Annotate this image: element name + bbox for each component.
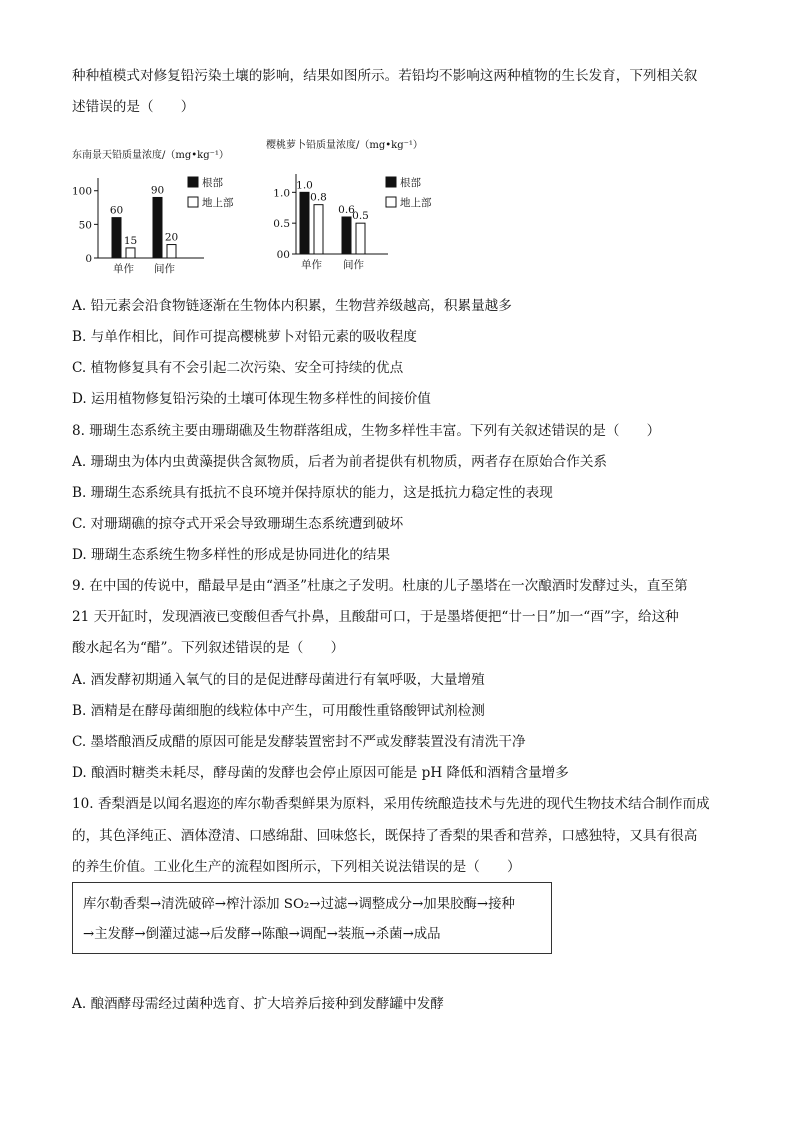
q8-option-b: B. 珊瑚生态系统具有抵抗不良环境并保持原状的能力，这是抵抗力稳定性的表现 bbox=[72, 485, 553, 501]
chart2-legend-label: 地上部 bbox=[400, 197, 432, 209]
process-flow-box bbox=[72, 882, 552, 954]
chart1-value-label: 20 bbox=[164, 231, 179, 244]
q8-option-c: C. 对珊瑚礁的掠夺式开采会导致珊瑚生态系统遭到破坏 bbox=[72, 516, 404, 532]
q9-stem-line-2: 21 天开缸时，发现酒液已变酸但香气扑鼻，且酸甜可口，于是墨塔便把“廿一日”加一“酉”字，给这种 bbox=[72, 609, 679, 625]
chart1-y-tick-label: 100 bbox=[71, 185, 92, 198]
chart1-bar-root-2 bbox=[153, 197, 162, 258]
q8-option-a: A. 珊瑚虫为体内虫黄藻提供含氮物质，后者为前者提供有机物质，两者存在原始合作关系 bbox=[72, 454, 608, 470]
chart1-y-tick-label: 0 bbox=[85, 253, 92, 265]
chart2-title: 樱桃萝卜铅质量浓度/（mg•kg⁻¹） bbox=[266, 140, 423, 151]
chart2-y-tick-label: 0.5 bbox=[273, 218, 290, 231]
q10-stem-line-3: 的养生价值。工业化生产的流程如图所示，下列相关说法错误的是（ ） bbox=[72, 859, 521, 875]
q10-option-a: A. 酿酒酵母需经过菌种选育、扩大培养后接种到发酵罐中发酵 bbox=[72, 996, 444, 1012]
chart1-legend-swatch-root bbox=[188, 177, 198, 187]
charts-svg bbox=[70, 134, 490, 284]
chart1-legend-label: 地上部 bbox=[202, 197, 234, 209]
chart2-value-label: 0.5 bbox=[352, 210, 369, 223]
q10-stem-line-1: 10. 香梨酒是以闻名遐迩的库尔勒香梨鲜果为原料，采用传统酿造技术与先进的现代生物技术结合制作而成 bbox=[72, 796, 710, 812]
chart2-bar-root-2 bbox=[342, 217, 351, 254]
q7-option-b: B. 与单作相比，间作可提高樱桃萝卜对铅元素的吸收程度 bbox=[72, 329, 417, 345]
chart2-bar-root-1 bbox=[300, 192, 309, 254]
chart1-title: 东南景天铅质量浓度/（mg•kg⁻¹） bbox=[72, 150, 229, 161]
chart2-bar-shoot-2 bbox=[356, 223, 365, 254]
q9-stem-line-1: 9. 在中国的传说中，醋最早是由“酒圣”杜康之子发明。杜康的儿子墨塔在一次酿酒时发酵过头，直至第 bbox=[72, 578, 688, 594]
q8-option-d: D. 珊瑚生态系统生物多样性的形成是协同进化的结果 bbox=[72, 547, 391, 563]
chart2-value-label: 1.0 bbox=[296, 179, 313, 192]
intro-line-2: 述错误的是（ ） bbox=[72, 99, 195, 115]
chart2-legend-swatch-root bbox=[386, 177, 396, 187]
q9-option-d: D. 酿酒时糖类未耗尽，酵母菌的发酵也会停止原因可能是 pH 降低和酒精含量增多 bbox=[72, 765, 569, 781]
q9-option-b: B. 酒精是在酵母菌细胞的线粒体中产生，可用酸性重铬酸钾试剂检测 bbox=[72, 703, 485, 719]
chart2-value-label: 0.6 bbox=[338, 204, 355, 216]
chart1-y-tick-label: 50 bbox=[78, 219, 92, 232]
chart1-legend-label: 根部 bbox=[202, 177, 223, 189]
chart1-bar-shoot-2 bbox=[167, 245, 176, 258]
chart2-bar-shoot-1 bbox=[314, 205, 323, 254]
q9-stem-line-3: 酸水起名为“醋”。下列叙述错误的是（ ） bbox=[72, 640, 345, 656]
q9-option-a: A. 酒发酵初期通入氧气的目的是促进酵母菌进行有氧呼吸，大量增殖 bbox=[72, 672, 485, 688]
intro-line-1: 种种植模式对修复铅污染土壤的影响，结果如图所示。若铅均不影响这两种植物的生长发育，下列相关叙 bbox=[72, 68, 698, 84]
chart1-bar-root-1 bbox=[112, 218, 121, 258]
process-flow-line-2: →主发酵→倒灌过滤→后发酵→陈酿→调配→装瓶→杀菌→成品 bbox=[83, 927, 441, 942]
q7-option-d: D. 运用植物修复铅污染的土壤可体现生物多样性的间接价值 bbox=[72, 391, 431, 407]
chart2-legend-swatch-shoot bbox=[386, 197, 396, 207]
chart2-y-tick-label: 1.0 bbox=[273, 187, 290, 200]
chart2-category-label: 单作 bbox=[301, 259, 322, 271]
chart1-value-label: 60 bbox=[109, 204, 124, 217]
q10-stem-line-2: 的，其色泽纯正、酒体澄清、口感绵甜、回味悠长，既保持了香梨的果香和营养，口感独特，又具有很高 bbox=[72, 828, 698, 844]
q9-option-c: C. 墨塔酿酒反成醋的原因可能是发酵装置密封不严或发酵装置没有清洗干净 bbox=[72, 734, 526, 750]
chart2-y-tick-label: 00 bbox=[276, 249, 290, 261]
chart1-value-label: 15 bbox=[123, 234, 138, 247]
chart1-category-label: 单作 bbox=[113, 263, 134, 275]
chart1-legend-swatch-shoot bbox=[188, 197, 198, 207]
q7-option-c: C. 植物修复具有不会引起二次污染、安全可持续的优点 bbox=[72, 360, 404, 376]
chart1-category-label: 间作 bbox=[154, 263, 175, 275]
chart1-value-label: 90 bbox=[150, 184, 165, 197]
chart1-bar-shoot-1 bbox=[126, 248, 135, 258]
lead-bar-charts bbox=[70, 134, 490, 284]
chart2-value-label: 0.8 bbox=[310, 191, 327, 204]
chart2-legend-label: 根部 bbox=[400, 177, 421, 189]
chart2-category-label: 间作 bbox=[343, 259, 364, 271]
q7-option-a: A. 铅元素会沿食物链逐渐在生物体内积累，生物营养级越高，积累量越多 bbox=[72, 298, 512, 314]
q8-stem: 8. 珊瑚生态系统主要由珊瑚礁及生物群落组成，生物多样性丰富。下列有关叙述错误的是（ ） bbox=[72, 423, 661, 439]
process-flow-line-1: 库尔勒香梨→清洗破碎→榨汁添加 SO₂→过滤→调整成分→加果胶酶→接种 bbox=[83, 897, 515, 912]
